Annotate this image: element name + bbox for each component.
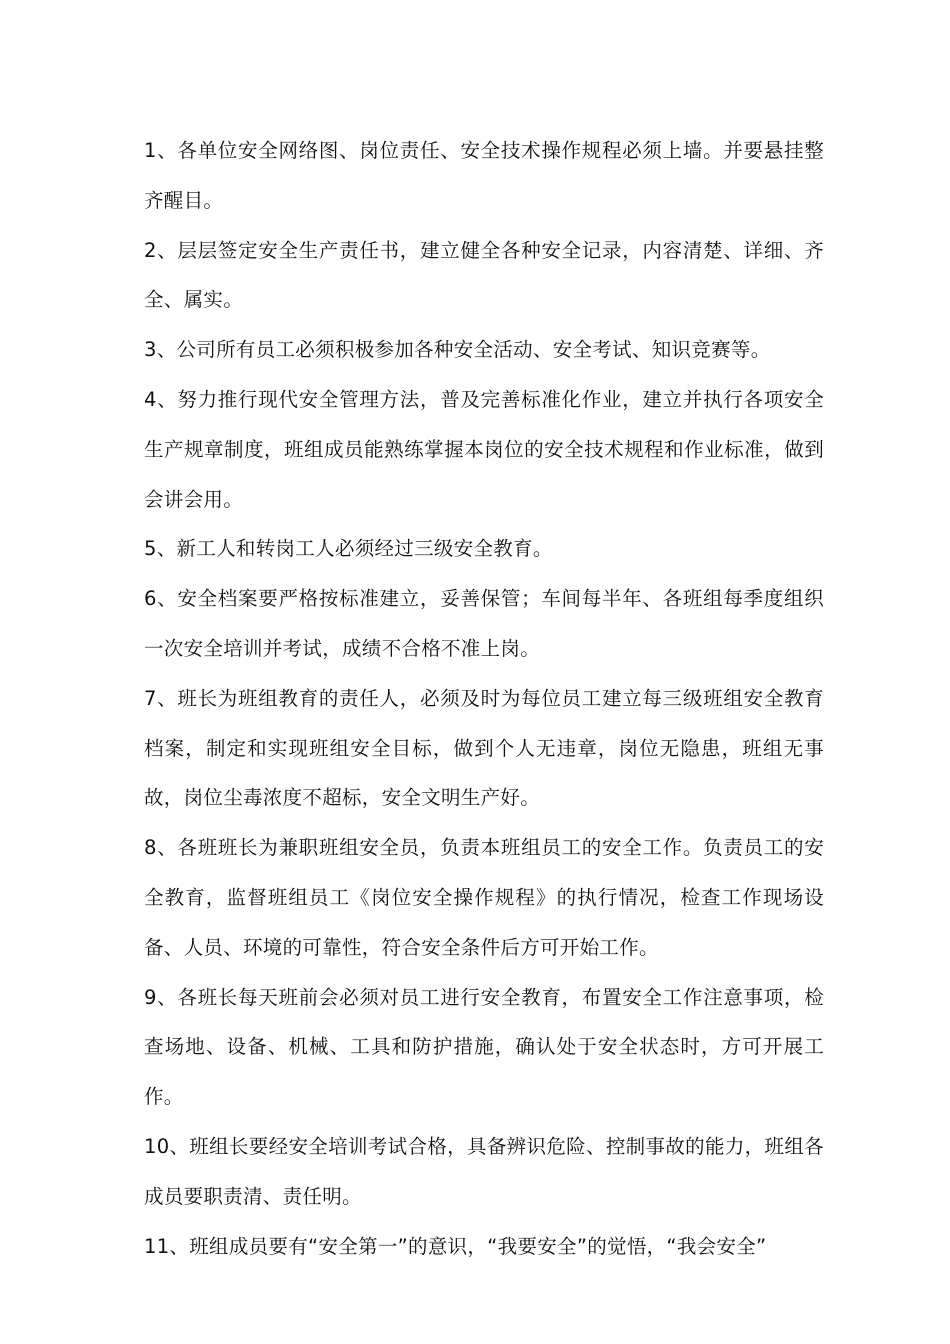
- rule-item-10: 10、班组长要经安全培训考试合格，具备辨识危险、控制事故的能力，班组各成员要职责清、责任明。: [144, 1134, 824, 1208]
- rule-item-6: 6、安全档案要严格按标准建立，妥善保管；车间每半年、各班组每季度组织一次安全培训并考试，成绩不合格不准上岗。: [144, 587, 824, 660]
- rule-item-4: 4、努力推行现代安全管理方法，普及完善标准化作业，建立并执行各项安全生产规章制度，班组成员能熟练掌握本岗位的安全技术规程和作业标准，做到会讲会用。: [144, 387, 824, 511]
- rule-item-7: 7、班长为班组教育的责任人，必须及时为每位员工建立每三级班组安全教育档案，制定和实现班组安全目标，做到个人无违章，岗位无隐患，班组无事故，岗位尘毒浓度不超标，安全文明生产好。: [144, 686, 824, 810]
- rule-item-2: 2、层层签定安全生产责任书，建立健全各种安全记录，内容清楚、详细、齐全、属实。: [144, 238, 824, 312]
- rule-item-8: 8、各班班长为兼职班组安全员，负责本班组员工的安全工作。负责员工的安全教育，监督班组员工《岗位安全操作规程》的执行情况，检查工作现场设备、人员、环境的可靠性，符合安全条件后方可开始工作。: [144, 836, 824, 959]
- rule-item-11: 11、班组成员要有“安全第一”的意识，“我要安全”的觉悟，“我会安全”: [144, 1234, 767, 1258]
- rule-item-1: 1、各单位安全网络图、岗位责任、安全技术操作规程必须上墙。并要悬挂整齐醒目。: [144, 139, 824, 212]
- rule-item-9: 9、各班长每天班前会必须对员工进行安全教育，布置安全工作注意事项，检查场地、设备、机械、工具和防护措施，确认处于安全状态时，方可开展工作。: [144, 985, 824, 1109]
- rule-item-3: 3、公司所有员工必须积极参加各种安全活动、安全考试、知识竞赛等。: [144, 338, 771, 362]
- rule-item-5: 5、新工人和转岗工人必须经过三级安全教育。: [144, 537, 553, 561]
- document-body: [144, 126, 824, 1271]
